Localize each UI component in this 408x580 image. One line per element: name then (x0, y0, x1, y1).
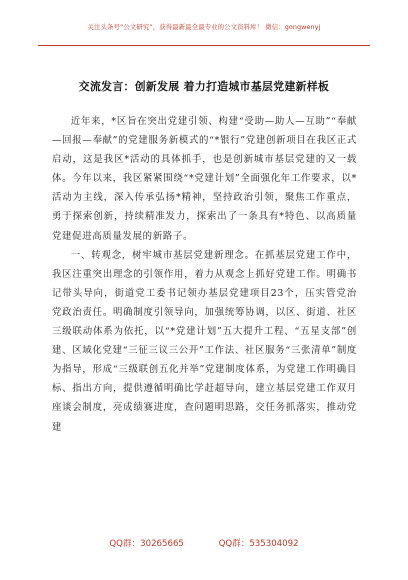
header-divider (38, 45, 370, 46)
document-title: 交流发言：创新发展 着力打造城市基层党建新样板 (78, 80, 330, 93)
header-banner: 关注头条号“公文研究”，获得最新最全最专业的公文资料库！ 微信：gongwenyj (87, 23, 321, 31)
body-paragraph-section-1: 一、转观念，树牢城市基层党建新理念。在抓基层党建工作中，我区注重突出理念的引领作用，着力从观念上抓好党建工作。明确书记带头导向，街道党工委书记领办基层党建项目23个，压实管党治党政治责任。明确制度引领导向，加强统筹协调，以区、街道、社区三级联动体系为依托，以“*党建计划”五大提升工程、“五星支部”创建、区域化党建“三征三议三公开”工作法、社区服务“三张清单”制度为指导，形成“三级联创五化并举”党建制度体系，为党建工作明确目标、指出方向，提供遵循明确比学赶超导向，建立基层党建工作双月座谈会制度，亮成绩赛进度，查问题明思路，交任务抓落实，推动党建 (52, 249, 357, 433)
footer-contact (0, 537, 408, 549)
body-paragraph-intro: 近年来，*区旨在突出党建引领、构建“受助—助人—互助”“奉献—回报—奉献”的党建服务新模式的“*银行”党建创新项目在我区正式启动，这是我区*活动的具体抓手，也是创新城市基层党建的又一载体。今年以来，我区紧紧围绕“*党建计划”全面强化年工作要求，以*活动为主线，深入传承弘扬*精神，坚持政治引领，聚焦工作重点，勇于探索创新，持续精准发力，探索出了一条具有*特色、以高质量党建促进高质量发展的新路子。 (52, 116, 357, 242)
qq-group-1: QQ群：30265665 (109, 539, 184, 549)
document-body (52, 112, 357, 437)
qq-group-2: QQ群：535304092 (218, 539, 299, 549)
